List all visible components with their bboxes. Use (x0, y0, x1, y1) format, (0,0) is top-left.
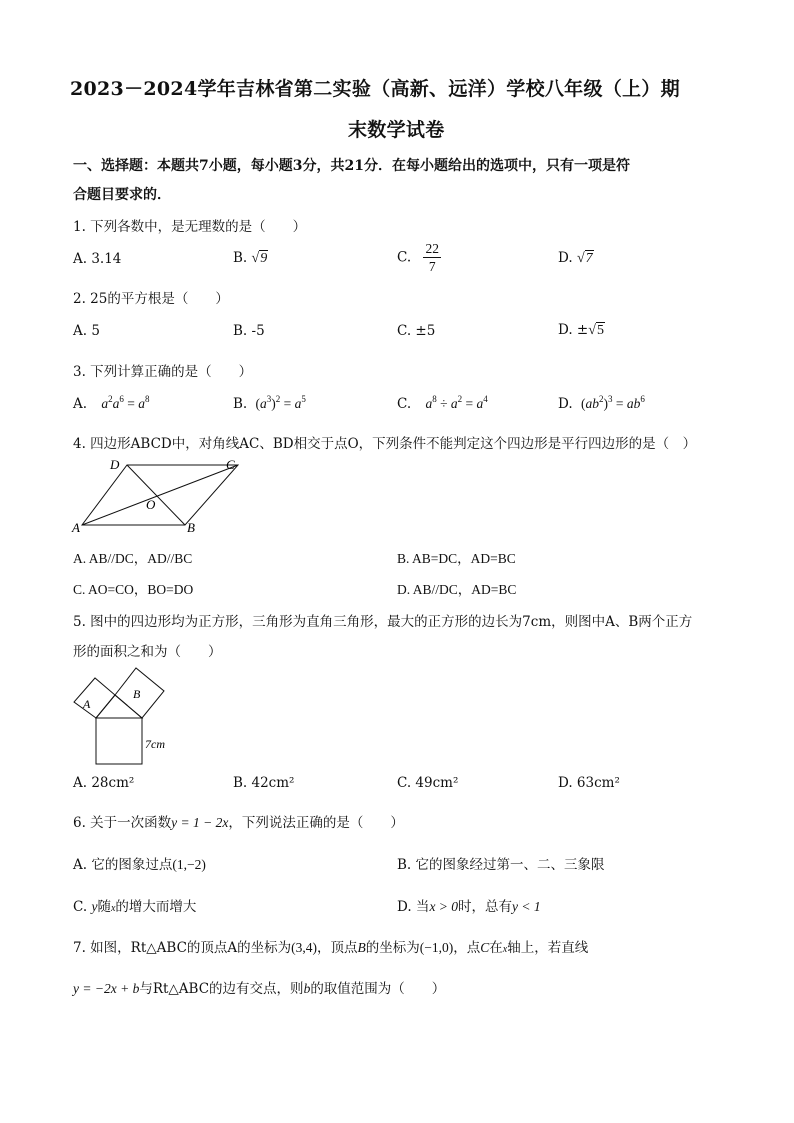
q5-option-b: B. 42cm² (233, 775, 295, 791)
q6-option-c-x: x (110, 903, 116, 914)
label-a: A (72, 520, 80, 535)
sqrt-symbol: √7 (576, 251, 593, 266)
q7-variable-b: b (303, 981, 311, 996)
q1-option-d (558, 250, 594, 267)
q3-option-d-label: D. (558, 396, 573, 412)
q6-option-d-pre: D. 当 (397, 899, 430, 915)
section-heading-line1: 一、选择题：本题共7小题，每小题3分，共21分．在每小题给出的选项中，只有一项是符 (73, 158, 630, 174)
square-a (74, 678, 115, 718)
q7-stem-line2 (73, 977, 445, 997)
q1-option-b (233, 250, 268, 267)
q5-option-d: D. 63cm² (558, 775, 620, 791)
label-a: A (83, 697, 91, 711)
q5-option-a: A. 28cm² (73, 775, 135, 791)
q1-option-d-label: D. (558, 250, 573, 266)
q6-option-c (73, 895, 196, 915)
q6-option-a-text: A. 它的图象过点 (73, 857, 173, 873)
q7-line2-a: 与Rt△ABC的边有交点，则 (139, 981, 304, 997)
q6-option-a (73, 853, 206, 873)
q1-option-c (397, 240, 441, 275)
q2-option-b: B. -5 (233, 323, 265, 339)
q5-stem-line1: 5. 图中的四边形均为正方形，三角形为直角三角形，最大的正方形的边长为7cm，则图中A、B两个正方 (73, 614, 693, 630)
q7-line-equation: y = −2x + b (73, 981, 140, 996)
q5-squares-figure (66, 660, 186, 772)
q3-stem: 3. 下列计算正确的是（ ） (73, 364, 253, 380)
exam-title-line1: 2023－2024学年吉林省第二实验（高新、远洋）学校八年级（上）期 (70, 78, 680, 100)
q1-option-b-label: B. (233, 250, 248, 266)
q4-option-b: B. AB=DC，AD=BC (397, 551, 516, 566)
exam-title-line2: 末数学试卷 (348, 119, 445, 141)
q3-option-c-expr: $a^8 \div a^2 = a^4$ (425, 394, 488, 411)
label-d: D (110, 457, 120, 472)
q2-stem: 2. 25的平方根是（ ） (73, 291, 229, 307)
diagonal-ac (82, 465, 238, 525)
q1-option-c-label: C. (397, 249, 412, 266)
q7-line1-d: ，点 (453, 940, 481, 956)
q7-line1-b: ，顶点 (317, 940, 358, 956)
square-7cm (96, 718, 142, 764)
q7-point-b: (−1,0) (419, 940, 454, 955)
q7-line1-c: 的坐标为 (365, 940, 420, 956)
q2-option-d (558, 322, 605, 339)
q3-option-b-expr: $(a^3)^2 = a^5$ (255, 394, 306, 411)
label-c: C (226, 457, 235, 472)
q6-option-c-label: C. (73, 899, 88, 915)
q6-stem (73, 811, 404, 831)
q7-stem-line1 (73, 936, 588, 956)
q7-vertex-b: B (357, 940, 366, 955)
label-side-7cm: 7cm (145, 737, 165, 751)
label-b: B (133, 687, 141, 701)
q3-option-c-label: C. (397, 396, 412, 412)
label-b: B (187, 520, 195, 535)
q1-option-c-fraction (423, 240, 441, 275)
q6-option-d-mid: 时，总有 (458, 899, 513, 915)
q7-line2-c: 的取值范围为（ ） (310, 981, 446, 997)
q4-option-d: D. AB//DC，AD=BC (397, 582, 517, 597)
q6-option-c-mid: 随 (97, 899, 111, 915)
q1-option-d-radicand: 7 (585, 251, 593, 266)
q6-option-d-condition: x > 0 (429, 899, 459, 914)
q3-option-a-expr: $a^2a^6 = a^8$ (101, 394, 150, 411)
q3-option-b (233, 396, 306, 412)
q7-line1-f: 轴上，若直线 (507, 940, 589, 956)
q6-option-c-post: 的增大而增大 (115, 899, 197, 915)
q4-stem: 4. 四边形ABCD中，对角线AC、BD相交于点O，下列条件不能判定这个四边形是平行四边形的是（ ） (73, 436, 697, 452)
q3-option-d (558, 396, 645, 412)
q7-point-c: C (480, 940, 490, 955)
q6-option-d (397, 895, 541, 915)
q6-option-d-result: y < 1 (512, 899, 541, 914)
sqrt-symbol: √9 (251, 251, 268, 266)
q6-option-a-point: (1,−2) (172, 857, 206, 872)
q1-option-c-numerator: 22 (425, 241, 439, 256)
q6-option-b: B. 它的图象经过第一、二、三象限 (397, 857, 605, 873)
q2-option-d-label: D. ± (558, 322, 589, 338)
q2-option-c: C. ±5 (397, 323, 436, 339)
q3-option-d-expr: $(ab^2)^3 = ab^6$ (580, 394, 645, 411)
q6-stem-post: ，下列说法正确的是（ ） (228, 815, 404, 831)
q7-x-axis: x (502, 944, 508, 955)
label-o: O (146, 497, 156, 512)
q5-stem-line2: 形的面积之和为（ ） (73, 644, 222, 660)
sqrt-symbol: √5 (588, 323, 604, 338)
q5-option-c: C. 49cm² (397, 775, 459, 791)
q7-point-a: (3,4) (291, 940, 318, 955)
q7-line1-a: 7. 如图，Rt△ABC的顶点A的坐标为 (73, 940, 292, 956)
q3-option-a (73, 396, 149, 412)
q1-option-a: A. 3.14 (73, 251, 122, 267)
q4-option-c: C. AO=CO，BO=DO (73, 582, 194, 597)
q1-stem: 1. 下列各数中，是无理数的是（ ） (73, 219, 307, 235)
q2-option-d-radicand: 5 (596, 323, 604, 338)
q3-option-b-label: B. (233, 396, 248, 412)
diagonal-bd (127, 465, 185, 525)
q3-option-a-label: A. (73, 396, 88, 412)
q4-parallelogram-figure (68, 455, 258, 537)
q6-stem-pre: 6. 关于一次函数 (73, 815, 172, 831)
section-heading-line2: 合题目要求的． (73, 187, 171, 203)
q1-option-c-denominator: 7 (428, 259, 436, 274)
q7-line1-e: 在 (489, 940, 503, 956)
q3-option-c (397, 396, 488, 412)
q4-option-a: A. AB//DC，AD//BC (73, 551, 193, 566)
q6-function: y = 1 − 2x (171, 815, 229, 830)
q6-option-c-y: y (91, 899, 98, 914)
q2-option-a: A. 5 (73, 323, 100, 339)
q1-option-b-radicand: 9 (260, 251, 268, 266)
